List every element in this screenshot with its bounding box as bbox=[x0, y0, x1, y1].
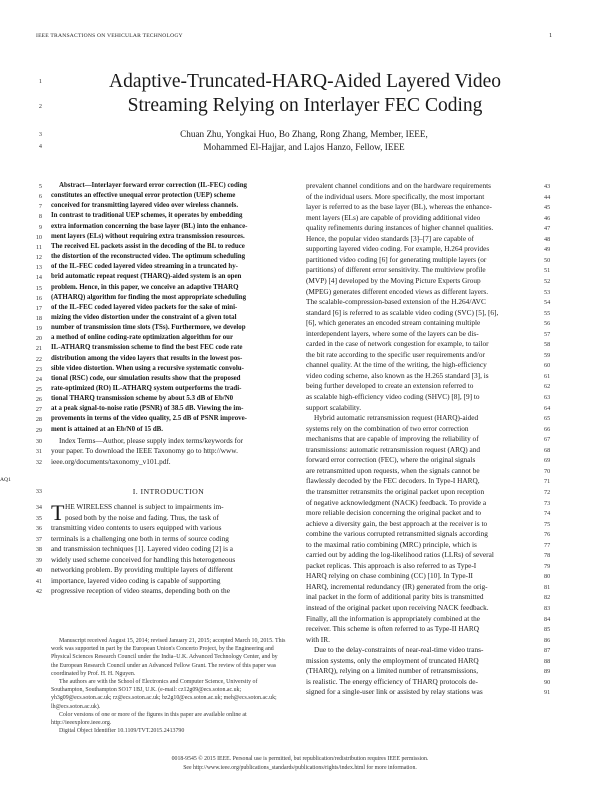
line-number: 27 bbox=[35, 406, 42, 414]
line-number: 46 bbox=[544, 214, 551, 222]
text-line: layer is referred to as the base layer (BL), whereas the enhance- bbox=[306, 202, 492, 212]
text-line: with IR. bbox=[306, 634, 330, 644]
text-line: systems rely on the combination of two error correction bbox=[306, 423, 469, 433]
text-line: tional (RSC) code, our simulation results show that the proposed bbox=[51, 374, 241, 382]
line-number: 85 bbox=[544, 626, 551, 634]
line-number: 90 bbox=[544, 678, 551, 686]
line-number: 78 bbox=[544, 552, 551, 560]
text-line: The received EL packets assist in the decoding of the BL to reduce bbox=[51, 242, 245, 250]
line-number: 87 bbox=[544, 647, 551, 655]
line-number: 54 bbox=[544, 299, 551, 307]
line-number: 88 bbox=[544, 657, 551, 665]
text-line: video coding scheme, also known as the H.265 standard [3], is bbox=[306, 370, 489, 380]
page-number: 1 bbox=[549, 32, 553, 39]
footnote-received: Manuscript received August 15, 2014; revised January 21, 2015; accepted March 10, 2015. This work was supported in part by the European Union's Concerto Project, by the Engineering and Physical Sciences Research Council under the India–U.K. Advanced Technology Center, and by the European Research Council under an Advanced Fellow Grant. The review of this paper was coordinated by Prof. H. H. Nguyen. bbox=[51, 638, 286, 677]
text-line: Hence, the popular video standards [3]–[7] are capable of bbox=[306, 233, 474, 243]
section-heading: I. INTRODUCTION bbox=[132, 487, 205, 496]
text-line: terminals is a challenging one both in terms of source coding bbox=[51, 533, 229, 543]
line-number: 33 bbox=[35, 488, 42, 495]
text-line: combine the various corrupted retransmitted signals according bbox=[306, 529, 488, 539]
line-number: 53 bbox=[544, 288, 551, 296]
line-number: 56 bbox=[544, 320, 551, 328]
text-line: HE WIRELESS channel is subject to impairments im- bbox=[65, 502, 224, 511]
line-number: 32 bbox=[35, 458, 42, 466]
text-line: transmissions: automatic retransmission request (ARQ) and bbox=[306, 444, 481, 454]
line-number: 55 bbox=[544, 309, 551, 317]
text-line: of the IL-FEC coded layered video packets for the sake of mini- bbox=[51, 303, 238, 311]
line-number: 6 bbox=[38, 193, 42, 201]
text-line: support scalability. bbox=[306, 402, 362, 412]
line-number: 51 bbox=[544, 267, 551, 275]
line-number: 29 bbox=[35, 426, 42, 434]
line-number: 69 bbox=[544, 457, 551, 465]
text-line: being further developed to create an extension referred to bbox=[306, 381, 474, 391]
line-number: 11 bbox=[36, 243, 42, 251]
line-number: 67 bbox=[544, 436, 551, 444]
line-number: 44 bbox=[544, 193, 551, 201]
line-number: 52 bbox=[544, 277, 551, 285]
line-number: 66 bbox=[544, 425, 551, 433]
line-number: 37 bbox=[35, 535, 42, 543]
line-number: 26 bbox=[35, 396, 42, 404]
line-number: 8 bbox=[38, 213, 42, 221]
text-line: packet replicas. This approach is also referred to as Type-I bbox=[306, 560, 477, 570]
line-number: 71 bbox=[544, 478, 551, 486]
line-number: 70 bbox=[544, 467, 551, 475]
line-number: 68 bbox=[544, 446, 551, 454]
line-number: 38 bbox=[35, 546, 42, 553]
line-number: 61 bbox=[544, 372, 551, 380]
text-line: the transmitter retransmits the original packet upon reception bbox=[306, 486, 485, 496]
text-line: Hybrid automatic retransmission request (HARQ)-aided bbox=[314, 413, 479, 423]
line-number: 31 bbox=[35, 448, 42, 456]
line-number: 20 bbox=[35, 335, 42, 343]
line-number: 73 bbox=[544, 499, 551, 507]
text-line: HARQ relying on chase combining (CC) [10]. In Type-II bbox=[306, 571, 473, 581]
text-line: is realistic. The energy efficiency of THARQ protocols de- bbox=[306, 676, 478, 686]
line-number: 36 bbox=[35, 525, 42, 532]
text-line: receiver. This scheme is often referred to as Type-II HARQ bbox=[306, 624, 480, 634]
line-number: 1 bbox=[38, 78, 42, 85]
text-line: prevalent channel conditions and on the hardware requirements bbox=[306, 181, 491, 190]
text-line: sible video distortion. When using a recursive systematic convolu- bbox=[51, 364, 244, 372]
text-line: quality refinements during instances of higher channel qualities. bbox=[306, 223, 494, 233]
copyright-line-1: 0018-9545 © 2015 IEEE. Personal use is permitted, but republication/redistribution requires IEEE permission. bbox=[171, 756, 429, 762]
paper-title-line-1: Adaptive-Truncated-HARQ-Aided Layered Video bbox=[109, 71, 501, 92]
text-line: [6], which generates an encoded stream containing multiple bbox=[306, 318, 481, 328]
text-line: extra information concerning the base layer (BL) into the enhance- bbox=[51, 222, 248, 230]
text-line: signed for a single-user link or assisted by relay stations was bbox=[306, 687, 483, 697]
line-number: 16 bbox=[35, 294, 42, 302]
text-line: carried out by adding the log-likelihood ratios (LLRs) of several bbox=[306, 550, 494, 560]
text-line: ieee.org/documents/taxonomy_v101.pdf. bbox=[51, 456, 171, 466]
line-number: 81 bbox=[544, 583, 551, 591]
text-line: provements in terms of the video quality, 2.5 dB of PSNR improve- bbox=[51, 415, 247, 423]
text-line: supporting layered video coding. For example, H.264 provides bbox=[306, 244, 490, 254]
line-number: 62 bbox=[544, 383, 551, 391]
text-line: partitions) of different error sensitivity. The multiview profile bbox=[306, 265, 486, 275]
line-number: 30 bbox=[35, 438, 42, 445]
text-line: of negative acknowledgment (NACK) feedback. To provide a bbox=[306, 497, 487, 507]
journal-header: IEEE TRANSACTIONS ON VEHICULAR TECHNOLOGY bbox=[36, 33, 183, 39]
line-number: 79 bbox=[544, 562, 551, 570]
footnote-color: Color versions of one or more of the figures in this paper are available online at http://ieeexplore.ieee.org. bbox=[51, 711, 247, 727]
line-number: 9 bbox=[38, 223, 42, 231]
line-number: 47 bbox=[544, 225, 551, 233]
footnote-doi: Digital Object Identifier 10.1109/TVT.2015.2413790 bbox=[59, 728, 185, 735]
line-number: 17 bbox=[35, 304, 42, 312]
text-line: Index Terms—Author, please supply index terms/keywords for bbox=[59, 436, 244, 445]
line-number: 76 bbox=[544, 531, 551, 539]
text-line: forward error correction (FEC), where the original signals bbox=[306, 455, 476, 465]
line-number: 39 bbox=[35, 556, 42, 564]
line-number: 77 bbox=[544, 541, 551, 549]
text-line: at a peak signal-to-noise ratio (PSNR) of 38.5 dB. Viewing the im- bbox=[51, 405, 244, 413]
line-number: 83 bbox=[544, 605, 551, 612]
text-line: achieve a diversity gain, the best approach at the receiver is to bbox=[306, 518, 488, 528]
text-line: interdependent layers, where some of the layers can be dis- bbox=[306, 328, 479, 338]
line-number: 15 bbox=[35, 284, 42, 292]
line-number: 72 bbox=[544, 488, 551, 496]
text-line: are retransmitted upon requests, when the signals cannot be bbox=[306, 465, 480, 475]
footnote-affiliation: The authors are with the School of Electronics and Computer Science, University of Southampton, Southampton SO17 1BJ, U.K. (e-mail: cz12g09@ecs.soton.ac.uk; yh3g09@ecs.soton.ac.uk; rz@ecs.soton.ac.uk; bz2g10@ecs.soton.ac.uk; meh@ecs.soton.ac.uk; lh@ecs.soton.ac.uk). bbox=[51, 679, 277, 710]
text-line: In contrast to traditional UEP schemes, it operates by embedding bbox=[51, 212, 243, 220]
line-number: 50 bbox=[544, 256, 551, 264]
line-number: 12 bbox=[35, 254, 42, 262]
line-number: 14 bbox=[35, 274, 42, 282]
author-line-1: Chuan Zhu, Yongkai Huo, Bo Zhang, Rong Zhang, Member, IEEE, bbox=[180, 129, 428, 139]
line-number: 5 bbox=[38, 183, 42, 190]
paper-title-line-2: Streaming Relying on Interlayer FEC Coding bbox=[127, 95, 483, 116]
copyright-line-2: See http://www.ieee.org/publications_standards/publications/rights/index.html for more information. bbox=[183, 765, 417, 771]
line-number: 25 bbox=[35, 386, 42, 393]
text-line: distribution among the video layers that results in the lowest pos- bbox=[51, 354, 243, 362]
text-line: the bit rate according to the specific user requirements and/or bbox=[306, 349, 485, 359]
text-line: instead of the original packet upon receiving NACK feedback. bbox=[306, 603, 489, 612]
text-line: and transmission techniques [1]. Layered video coding [2] is a bbox=[51, 544, 233, 553]
line-number: 86 bbox=[544, 636, 551, 644]
line-number: 57 bbox=[544, 330, 551, 338]
text-line: posed both by the noise and fading. Thus, the task of bbox=[65, 512, 219, 522]
line-number: 24 bbox=[35, 375, 42, 383]
text-line: transmitting video contents to users equipped with various bbox=[51, 523, 222, 532]
line-number: 3 bbox=[38, 131, 42, 138]
text-line: ment layers (ELs) without requiring extra transmission resources. bbox=[51, 232, 245, 240]
text-line: inal packet in the form of additional parity bits is transmitted bbox=[306, 592, 484, 602]
text-line: progressive reception of video steams, depending both on the bbox=[51, 586, 230, 595]
line-number: 43 bbox=[544, 183, 551, 190]
text-line: (MPEG) generates different encoded views as different layers. bbox=[306, 286, 489, 296]
line-number: 23 bbox=[35, 365, 42, 373]
text-line: networking problem. By providing multiple layers of different bbox=[51, 565, 233, 574]
text-line: mission systems, only the employment of truncated HARQ bbox=[306, 655, 479, 665]
line-number: 49 bbox=[544, 246, 551, 254]
line-number: 22 bbox=[35, 355, 42, 363]
text-line: ment layers (ELs) are capable of providing additional video bbox=[306, 212, 481, 222]
line-number: 35 bbox=[35, 514, 42, 522]
text-line: mechanisms that are capable of improving the reliability of bbox=[306, 434, 479, 444]
text-line: partitioned video coding [6] for generating multiple layers (or bbox=[306, 254, 487, 264]
author-query-marker: AQ1 bbox=[0, 477, 11, 483]
text-line: Due to the delay-constraints of near-real-time video trans- bbox=[314, 645, 484, 655]
line-number: 75 bbox=[544, 520, 551, 528]
line-number: 58 bbox=[544, 341, 551, 349]
text-line: number of transmission time slots (TSs). Furthermore, we develop bbox=[51, 324, 246, 332]
text-line: rate-optimized (RO) IL-ATHARQ system outperforms the tradi- bbox=[51, 385, 242, 392]
text-line: conceived for transmitting layered video over wireless channels. bbox=[51, 202, 239, 210]
line-number: 45 bbox=[544, 204, 551, 212]
text-line: HARQ, incremental redundancy (IR) generated from the orig- bbox=[306, 581, 488, 591]
text-line: carded in the case of network congestion for example, to tailor bbox=[306, 339, 489, 349]
text-line: of the IL-FEC coded layered video streaming in a truncated hy- bbox=[51, 263, 238, 271]
text-line: problem. Hence, in this paper, we conceive an adaptive THARQ bbox=[51, 283, 239, 291]
line-number: 84 bbox=[544, 615, 551, 623]
text-line: IL-ATHARQ transmission scheme to find the best FEC code rate bbox=[51, 344, 243, 352]
line-number: 7 bbox=[38, 203, 42, 211]
footnotes bbox=[51, 637, 286, 735]
text-line: constitutes an effective unequal error protection (UEP) scheme bbox=[51, 192, 236, 200]
text-line: ment is attained at an Eb/N0 of 15 dB. bbox=[51, 425, 163, 433]
line-number: 10 bbox=[35, 233, 42, 241]
text-line: importance, layered video coding is capable of supporting bbox=[51, 575, 221, 585]
text-line: (ATHARQ) algorithm for finding the most appropriate scheduling bbox=[51, 293, 247, 301]
line-number: 80 bbox=[544, 573, 551, 581]
line-number: 21 bbox=[35, 345, 42, 353]
line-number: 41 bbox=[35, 577, 42, 585]
line-number: 34 bbox=[35, 504, 42, 511]
line-number: 60 bbox=[544, 362, 551, 370]
text-line: your paper. To download the IEEE Taxonomy go to http://www. bbox=[51, 446, 238, 456]
text-line: flawlessly decoded by the FEC decoders. In Type-I HARQ, bbox=[306, 476, 480, 486]
text-line: to the maximal ratio combining (MRC) principle, which is bbox=[306, 539, 477, 549]
text-line: more reliable decision concerning the original packet and to bbox=[306, 508, 482, 518]
line-number: 4 bbox=[38, 143, 42, 150]
line-number: 63 bbox=[544, 394, 551, 401]
line-number: 82 bbox=[544, 594, 551, 602]
line-number: 42 bbox=[35, 588, 42, 595]
text-line: mizing the video distortion under the constraint of a given total bbox=[51, 313, 237, 321]
line-number: 74 bbox=[544, 510, 551, 518]
line-number: 40 bbox=[35, 567, 42, 574]
text-line: brid automatic repeat request (THARQ)-aided system is an open bbox=[51, 273, 242, 281]
text-line: Abstract—Interlayer forward error correction (IL-FEC) coding bbox=[59, 182, 247, 189]
text-line: (MVP) [4] developed by the Moving Picture Experts Group bbox=[306, 275, 481, 285]
text-line: tional THARQ transmission scheme by about 5.3 dB of Eb/N0 bbox=[51, 395, 234, 403]
line-number: 19 bbox=[35, 325, 42, 333]
line-number: 91 bbox=[544, 689, 551, 697]
line-number: 65 bbox=[544, 415, 551, 423]
line-number: 2 bbox=[38, 103, 42, 110]
line-number: 59 bbox=[544, 351, 551, 359]
drop-cap: T bbox=[51, 500, 65, 525]
line-number: 89 bbox=[544, 668, 551, 676]
text-line: The scalable-compression-based extension of the H.264/AVC bbox=[306, 297, 486, 307]
text-line: channel quality. At the time of the writing, the high-efficiency bbox=[306, 360, 487, 370]
text-line: standard [6] is referred to as scalable video coding (SVC) [5], [6], bbox=[306, 307, 499, 317]
line-number: 48 bbox=[544, 235, 551, 243]
line-number: 13 bbox=[35, 264, 42, 272]
author-line-2: Mohammed El-Hajjar, and Lajos Hanzo, Fellow, IEEE bbox=[203, 142, 405, 152]
text-line: of the individual users. More specifically, the most important bbox=[306, 191, 485, 201]
line-number: 18 bbox=[35, 314, 42, 322]
text-line: Finally, all the information is appropriately combined at the bbox=[306, 613, 480, 623]
text-line: as scalable high-efficiency video coding (SHVC) [8], [9] to bbox=[306, 392, 480, 401]
text-line: widely used scheme conceived for handling this heterogeneous bbox=[51, 554, 236, 564]
line-number: 64 bbox=[544, 404, 551, 412]
text-line: the distortion of the reconstructed video. The optimum scheduling bbox=[51, 253, 246, 261]
text-line: a method of online coding-rate optimization algorithm for our bbox=[51, 334, 234, 342]
line-number: 28 bbox=[35, 416, 42, 424]
text-line: (THARQ), relying on a limited number of retransmissions, bbox=[306, 666, 479, 676]
